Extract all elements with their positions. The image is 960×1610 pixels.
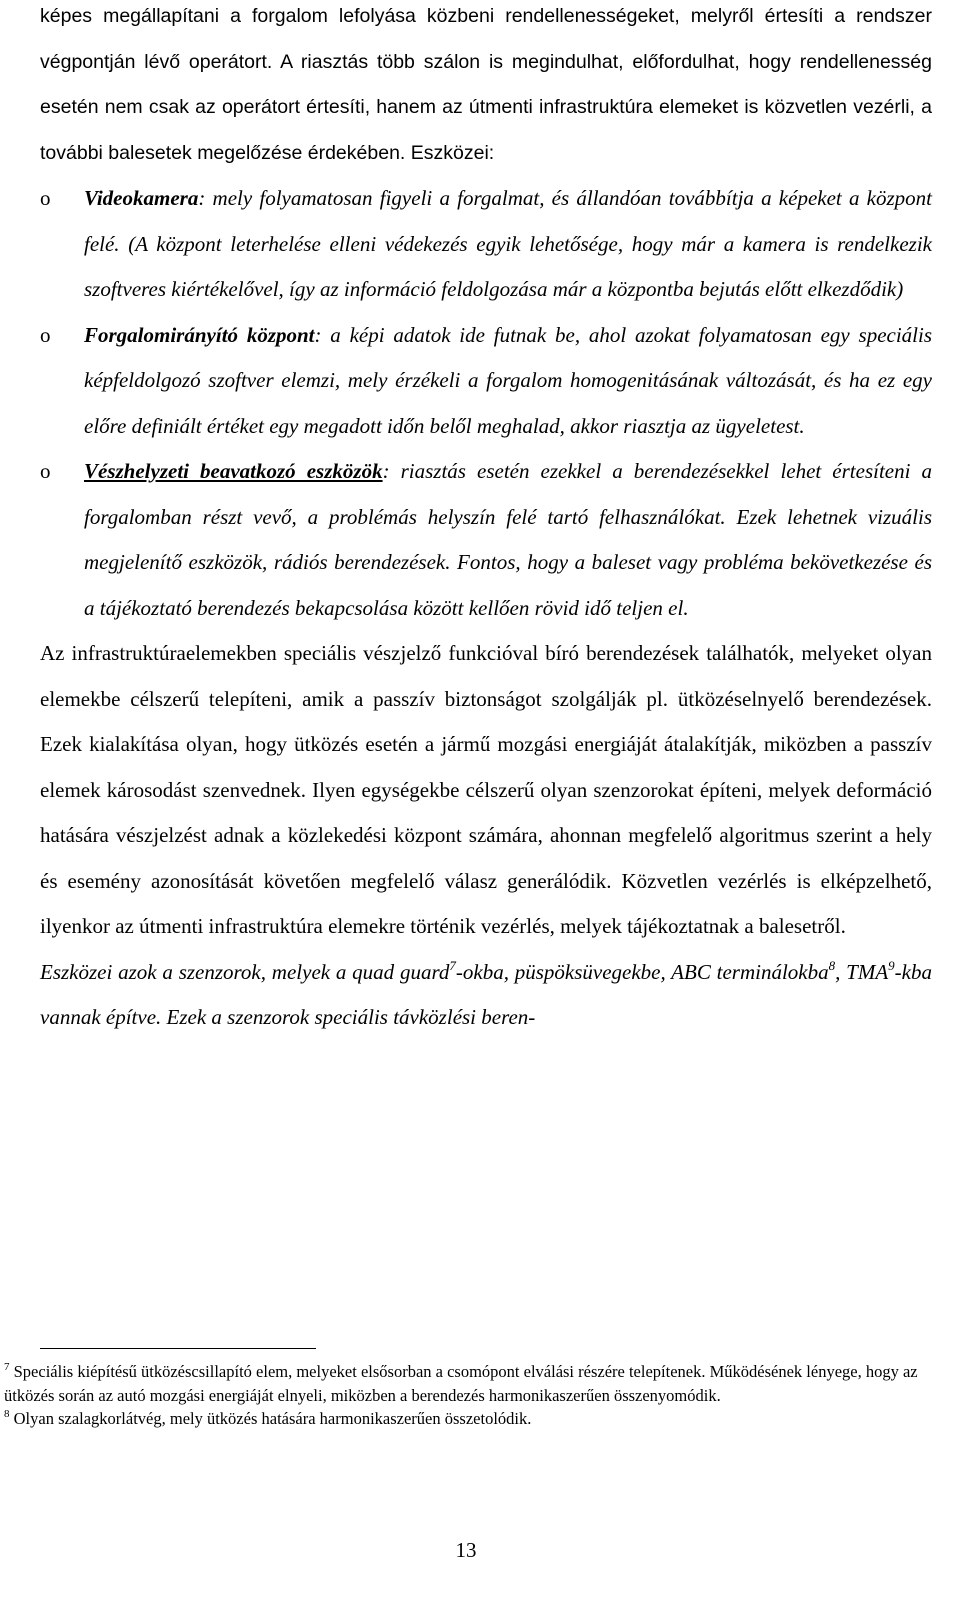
- bullet-term: Vészhelyzeti beavatkozó eszközök: [84, 459, 383, 483]
- bullet-desc: : riasztás esetén ezekkel a berendezésekkel lehet értesíteni a forgalomban részt vevő, a problémás helyszín felé tartó felhasználókat. Ezek lehetnek vizuális megjelenítő eszközök, rádiós berendezések. Fontos, hogy a baleset vagy probléma bekövetkezése és a tájékoztató berendezés bekapcsolása között kellően rövid idő teljen el.: [84, 459, 932, 620]
- footnotes: [4, 1360, 934, 1431]
- bullet-list: [40, 176, 932, 631]
- text-run: -kba vannak építve. Ezek a szenzorok speciális távközlési beren-: [40, 959, 932, 1029]
- footnote-number: 7: [4, 1361, 10, 1373]
- text-run: Eszközei azok a szenzorok, melyek a quad guard: [40, 959, 450, 984]
- footnote-text: Olyan szalagkorlátvég, mely ütközés hatására harmonikaszerűen összetolódik.: [9, 1409, 532, 1428]
- body-paragraph: Az infrastruktúraelemekben speciális vészjelző funkcióval bíró berendezések találhatók, melyeket olyan elemekbe célszerű telepíteni, amik a passzív biztonságot szolgálják pl. ütközéselnyelő berendezések. Ezek kialakítása olyan, hogy ütközés esetén a jármű mozgási energiáját átalakítják, miközben a passzív elemek károsodást szenvednek. Ilyen egységekbe célszerű olyan szenzorokat építeni, melyek deformáció hatására vészjelzést adnak a közlekedési központ számára, ahonnan megfelelő algoritmus szerint a hely és esemény azonosítását követően megfelelő válasz generálódik. Közvetlen vezérlés is elképzelhető, ilyenkor az útmenti infrastruktúra elemekre történik vezérlés, melyek tájékoztatnak a balesetről.: [40, 641, 932, 938]
- text-run: , TMA: [835, 959, 889, 984]
- bullet-desc: : mely folyamatosan figyeli a forgalmat, és állandóan továbbítja a képeket a központ felé. (A központ leterhelése elleni védekezés egyik lehetősége, hogy már a kamera is rendelkezik szoftveres kiértékelővel, így az információ feldolgozása már a központba bejutás előtt elkezdődik): [84, 186, 932, 301]
- intro-paragraph: képes megállapítani a forgalom lefolyása közbeni rendellenességeket, melyről értesíti a rendszer végpontján lévő operátort. A riasztás több szálon is megindulhat, előfordulhat, hogy rendellenesség esetén nem csak az operátort értesíti, hanem az útmenti infrastruktúra elemeket is közvetlen vezérli, a további balesetek megelőzése érdekében. Eszközei:: [40, 5, 932, 164]
- footnote-separator: [40, 1348, 316, 1349]
- bullet-term: Forgalomirányító központ: [84, 322, 315, 347]
- footnote-number: 8: [4, 1408, 10, 1420]
- bullet-mark: o: [40, 459, 51, 483]
- page-number: 13: [455, 1538, 477, 1562]
- bullet-mark: o: [40, 322, 51, 347]
- text-run: -okba, püspöksüvegekbe, ABC terminálokba: [455, 959, 829, 984]
- footnote-8: [4, 1407, 934, 1431]
- footnote-ref-7[interactable]: 7: [449, 957, 456, 973]
- footnote-ref-8[interactable]: 8: [828, 957, 836, 973]
- bullet-term: Videokamera: [84, 186, 199, 210]
- footnote-7: [4, 1360, 934, 1407]
- footnote-text: Speciális kiépítésű ütközéscsillapító elem, melyeket elsősorban a csomópont elválási részére telepítenek. Működésének lényege, hogy az ütközés során az autó mozgási energiáját elnyeli, miközben a berendezés harmonikaszerűen összenyomódik.: [4, 1362, 918, 1405]
- bullet-item-veszhelyzeti: [40, 449, 932, 631]
- bullet-item-videokamera: [40, 176, 932, 313]
- bullet-item-forgalomiranyito: [40, 313, 932, 450]
- bullet-desc: : a képi adatok ide futnak be, ahol azokat folyamatosan egy speciális képfeldolgozó szoftver elemzi, mely érzékeli a forgalom homogenitásának változását, és ha ez egy előre definiált értéket egy megadott időn belől meghalad, akkor riasztja az ügyeletest.: [84, 322, 933, 438]
- bullet-mark: o: [40, 186, 51, 210]
- footnote-ref-9[interactable]: 9: [888, 957, 895, 973]
- devices-paragraph: [40, 950, 932, 1041]
